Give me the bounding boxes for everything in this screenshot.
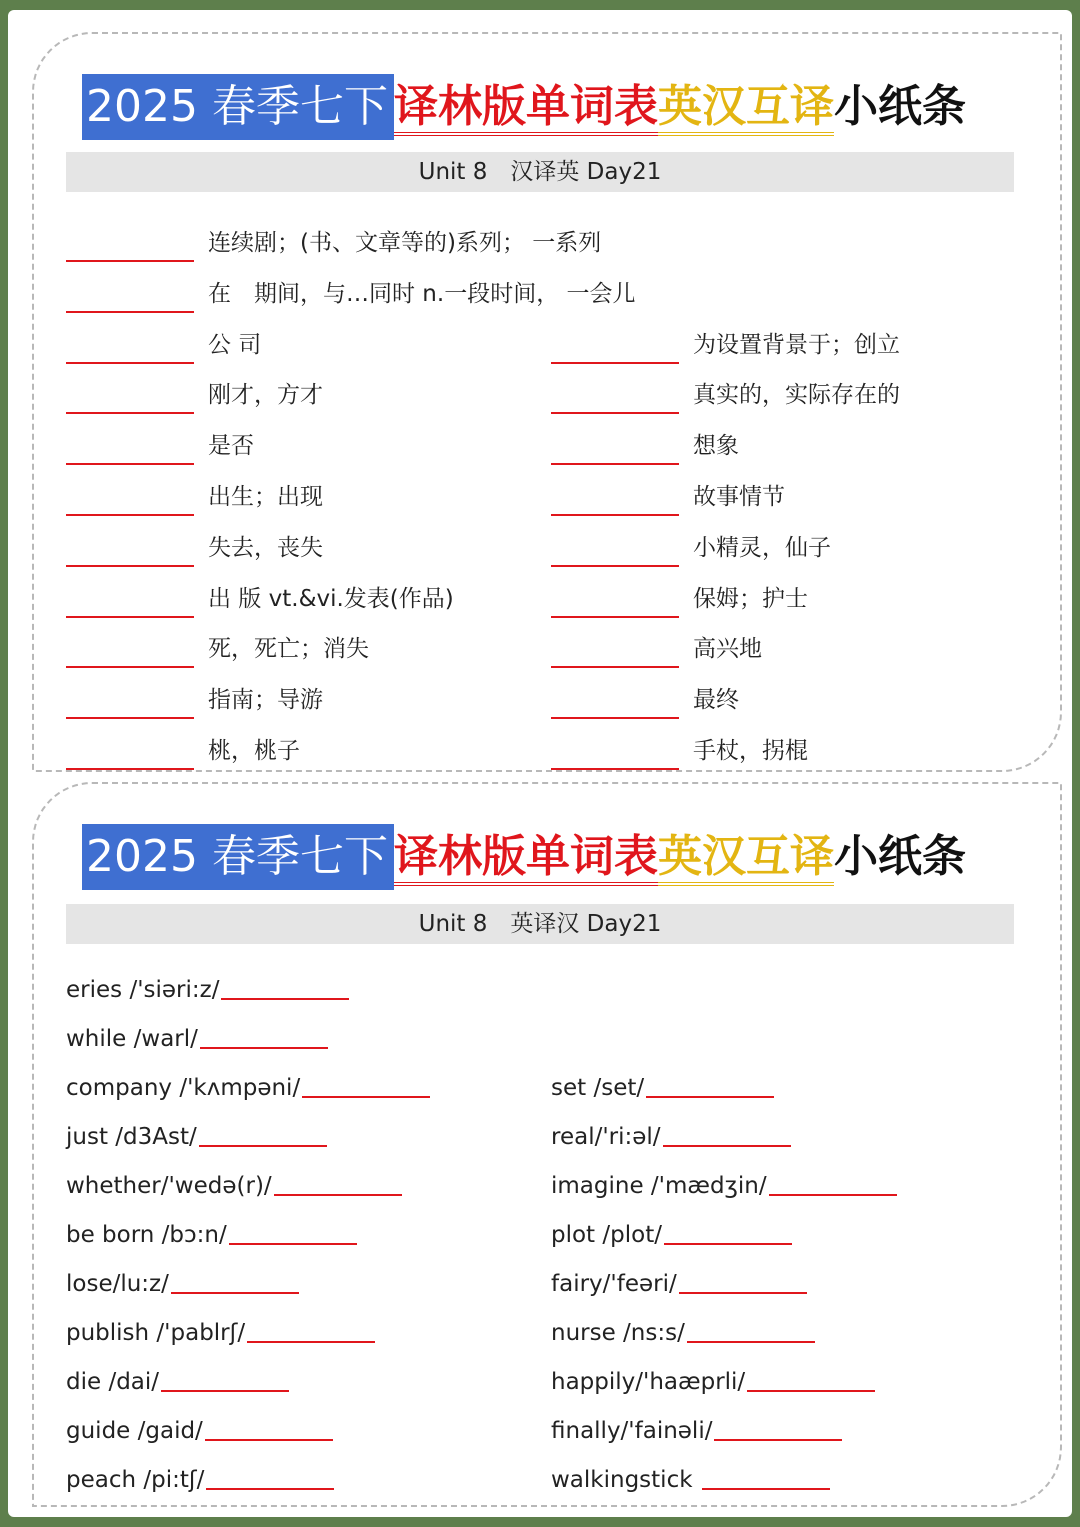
answer-blank-line[interactable]: [66, 717, 194, 719]
vocab-row: [66, 417, 1026, 468]
vocab-item: [551, 1064, 1021, 1113]
english-word: fairy/'feəri/: [551, 1271, 677, 1297]
vocab-item: [551, 1309, 1021, 1358]
english-word: die /dai/: [66, 1369, 160, 1395]
vocab-grid-cn: [66, 214, 1026, 773]
vocab-item: [66, 1211, 536, 1260]
vocab-row: [66, 1064, 1026, 1113]
chinese-meaning: 失去，丧失: [208, 534, 323, 561]
vocab-row: [66, 966, 1026, 1015]
answer-blank-line[interactable]: [646, 1096, 774, 1098]
vocab-row: [66, 1358, 1026, 1407]
vocab-item: [66, 966, 536, 1015]
chinese-meaning: 为设置背景于；创立: [693, 331, 900, 358]
vocab-row: [66, 265, 1026, 316]
answer-blank-line[interactable]: [66, 362, 194, 364]
vocab-item: [551, 722, 1021, 773]
answer-blank-line[interactable]: [769, 1194, 897, 1196]
answer-blank-line[interactable]: [66, 514, 194, 516]
unit-subtitle: Unit 8 汉译英 Day21: [66, 152, 1014, 192]
vocab-row: [66, 570, 1026, 621]
vocab-row: [66, 671, 1026, 722]
answer-blank-line[interactable]: [551, 463, 679, 465]
vocab-item: [551, 620, 1021, 671]
answer-blank-line[interactable]: [551, 362, 679, 364]
english-word: publish /'pablrʃ/: [66, 1320, 246, 1346]
english-word: walkingstick: [551, 1467, 700, 1493]
chinese-meaning: 想象: [693, 433, 739, 460]
answer-blank-line[interactable]: [551, 514, 679, 516]
vocab-item: [66, 1260, 536, 1309]
vocab-item: [66, 519, 536, 570]
answer-blank-line[interactable]: [171, 1292, 299, 1294]
title-part-year: 2025 春季七下: [82, 74, 394, 140]
answer-blank-line[interactable]: [66, 463, 194, 465]
title-part-mode: 英汉互译: [658, 74, 834, 136]
vocab-item: [551, 1113, 1021, 1162]
vocab-row: [66, 620, 1026, 671]
vocab-item: [66, 316, 536, 367]
vocab-row: [66, 1456, 1026, 1505]
chinese-meaning: 是否: [208, 433, 254, 460]
chinese-meaning: 最终: [693, 687, 739, 714]
answer-blank-line[interactable]: [551, 412, 679, 414]
vocab-row: [66, 1211, 1026, 1260]
vocab-row: [66, 1309, 1026, 1358]
vocab-item: [66, 1113, 536, 1162]
english-word: real/'ri:əl/: [551, 1124, 661, 1150]
answer-blank-line[interactable]: [551, 565, 679, 567]
english-word: nurse /ns:s/: [551, 1320, 685, 1346]
answer-blank-line[interactable]: [199, 1145, 327, 1147]
vocab-row: [66, 316, 1026, 367]
vocab-grid-en: [66, 966, 1026, 1505]
vocab-item: [66, 570, 536, 621]
answer-blank-line[interactable]: [247, 1341, 375, 1343]
answer-blank-line[interactable]: [302, 1096, 430, 1098]
english-word: eries /'siəri:z/: [66, 977, 220, 1003]
english-word: while /warl/: [66, 1026, 198, 1052]
english-word: imagine /'mædʒin/: [551, 1173, 767, 1199]
title-part-year: 2025 春季七下: [82, 824, 394, 890]
vocab-item: [66, 1358, 536, 1407]
chinese-meaning: 死，死亡；消失: [208, 636, 369, 663]
title-part-mode: 英汉互译: [658, 824, 834, 886]
title-part-textbook: 译林版单词表: [394, 74, 658, 136]
chinese-meaning: 在 期间，与…同时 n.一段时间， 一会儿: [208, 280, 636, 307]
answer-blank-line[interactable]: [679, 1292, 807, 1294]
chinese-meaning: 真实的，实际存在的: [693, 382, 900, 409]
answer-blank-line[interactable]: [663, 1145, 791, 1147]
vocab-item: [66, 620, 536, 671]
chinese-meaning: 出生；出现: [208, 483, 323, 510]
vocab-item: [551, 1211, 1021, 1260]
chinese-meaning: 连续剧；(书、文章等的)系列； 一系列: [208, 230, 602, 256]
vocab-item: [551, 570, 1021, 621]
card-english-to-chinese: [32, 782, 1062, 1507]
answer-blank-line[interactable]: [66, 768, 194, 770]
vocab-row: [66, 214, 1026, 265]
answer-blank-line[interactable]: [66, 666, 194, 668]
vocab-row: [66, 519, 1026, 570]
answer-blank-line[interactable]: [205, 1439, 333, 1441]
chinese-meaning: 手杖，拐棍: [693, 737, 808, 764]
chinese-meaning: 桃，桃子: [208, 737, 300, 764]
chinese-meaning: 保姆；护士: [693, 585, 808, 612]
answer-blank-line[interactable]: [702, 1488, 830, 1490]
vocab-item: [66, 1015, 536, 1064]
answer-blank-line[interactable]: [664, 1243, 792, 1245]
english-word: lose/lu:z/: [66, 1271, 169, 1297]
answer-blank-line[interactable]: [66, 311, 194, 313]
chinese-meaning: 高兴地: [693, 636, 762, 663]
english-word: company /'kʌmpəni/: [66, 1075, 301, 1101]
vocab-row: [66, 1113, 1026, 1162]
answer-blank-line[interactable]: [551, 666, 679, 668]
chinese-meaning: 指南；导游: [208, 687, 323, 714]
vocab-row: [66, 1015, 1026, 1064]
vocab-row: [66, 366, 1026, 417]
title-part-textbook: 译林版单词表: [394, 824, 658, 886]
chinese-meaning: 小精灵，仙子: [693, 534, 831, 561]
answer-blank-line[interactable]: [221, 998, 349, 1000]
answer-blank-line[interactable]: [66, 412, 194, 414]
worksheet-page: [8, 10, 1072, 1517]
answer-blank-line[interactable]: [66, 565, 194, 567]
answer-blank-line[interactable]: [551, 768, 679, 770]
chinese-meaning: 刚才，方才: [208, 382, 323, 409]
chinese-meaning: 出 版 vt.&vi.发表(作品): [208, 585, 454, 612]
vocab-item: [66, 1309, 536, 1358]
answer-blank-line[interactable]: [206, 1488, 334, 1490]
answer-blank-line[interactable]: [551, 616, 679, 618]
chinese-meaning: 公 司: [208, 331, 262, 358]
answer-blank-line[interactable]: [714, 1439, 842, 1441]
answer-blank-line[interactable]: [66, 616, 194, 618]
vocab-item: [551, 468, 1021, 519]
answer-blank-line[interactable]: [200, 1047, 328, 1049]
vocab-item: [66, 1064, 536, 1113]
english-word: finally/'fainəli/: [551, 1418, 713, 1444]
vocab-item: [551, 1358, 1021, 1407]
english-word: happily/'haæprli/: [551, 1369, 746, 1395]
vocab-item: [551, 1456, 1021, 1505]
title-part-slip: 小纸条: [833, 81, 966, 132]
title-part-slip: 小纸条: [833, 831, 966, 882]
answer-blank-line[interactable]: [747, 1390, 875, 1392]
vocab-item: [66, 366, 536, 417]
card-chinese-to-english: [32, 32, 1062, 772]
vocab-item: [551, 417, 1021, 468]
vocab-item: [66, 1456, 536, 1505]
vocab-row: [66, 468, 1026, 519]
english-word: set /set/: [551, 1075, 645, 1101]
vocab-row: [66, 722, 1026, 773]
answer-blank-line[interactable]: [161, 1390, 289, 1392]
vocab-item: [66, 671, 536, 722]
vocab-item: [66, 214, 602, 265]
answer-blank-line[interactable]: [274, 1194, 402, 1196]
vocab-item: [66, 1162, 536, 1211]
english-word: be born /bɔ:n/: [66, 1222, 227, 1248]
chinese-meaning: 故事情节: [693, 483, 785, 510]
english-word: just /d3Ast/: [66, 1124, 197, 1150]
vocab-item: [551, 316, 1021, 367]
vocab-item: [551, 366, 1021, 417]
answer-blank-line[interactable]: [551, 717, 679, 719]
vocab-item: [66, 265, 636, 316]
english-word: plot /plot/: [551, 1222, 662, 1248]
answer-blank-line[interactable]: [687, 1341, 815, 1343]
vocab-row: [66, 1260, 1026, 1309]
card-title: [82, 824, 966, 890]
vocab-item: [66, 1407, 536, 1456]
unit-subtitle: Unit 8 英译汉 Day21: [66, 904, 1014, 944]
answer-blank-line[interactable]: [229, 1243, 357, 1245]
english-word: guide /gaid/: [66, 1418, 203, 1444]
vocab-item: [551, 671, 1021, 722]
vocab-item: [551, 1260, 1021, 1309]
vocab-item: [551, 1162, 1021, 1211]
vocab-item: [66, 722, 536, 773]
vocab-item: [66, 468, 536, 519]
english-word: whether/'wedə(r)/: [66, 1173, 272, 1199]
vocab-item: [551, 519, 1021, 570]
english-word: peach /pi:tʃ/: [66, 1467, 205, 1493]
vocab-item: [66, 417, 536, 468]
vocab-row: [66, 1162, 1026, 1211]
card-title: [82, 74, 966, 140]
vocab-item: [551, 1407, 1021, 1456]
vocab-row: [66, 1407, 1026, 1456]
answer-blank-line[interactable]: [66, 260, 194, 262]
